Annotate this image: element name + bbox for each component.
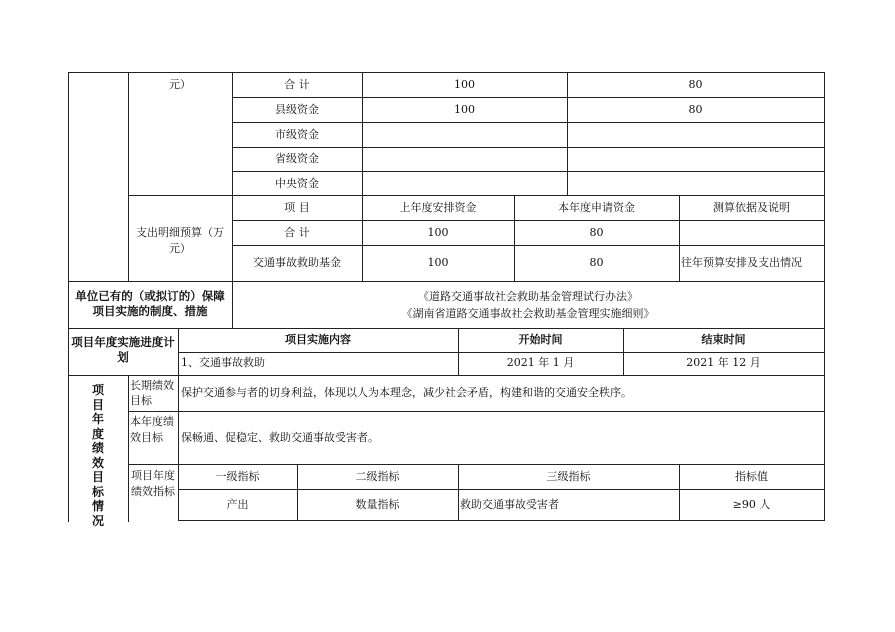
indicator-section-label: 项目年度绩效指标 bbox=[131, 469, 175, 498]
indicator-header-l3: 三级指标 bbox=[546, 470, 591, 483]
performance-section-label: 项目年度绩效目标情况 bbox=[91, 383, 104, 528]
guarantee-label: 单位已有的（或拟订的）保障项目实施的制度、措施 bbox=[75, 289, 225, 318]
schedule-header-start: 开始时间 bbox=[518, 333, 563, 346]
expense-header-curr: 本年度申请资金 bbox=[558, 201, 635, 214]
indicator-row-l1: 产出 bbox=[226, 498, 249, 511]
funding-row-label: 市级资金 bbox=[275, 128, 319, 141]
expense-row-curr: 80 bbox=[589, 226, 604, 239]
funding-row-label: 县级资金 bbox=[275, 103, 319, 116]
long-term-target-text: 保护交通参与者的切身利益，体现以人为本理念，减少社会矛盾，构建和谐的交通安全秩序。 bbox=[181, 386, 632, 399]
annual-target-text: 保畅通、促稳定、救助交通事故受害者。 bbox=[181, 431, 379, 444]
expense-row-prev: 100 bbox=[427, 256, 449, 269]
indicator-header-l2: 二级指标 bbox=[355, 470, 400, 483]
indicator-row-l2: 数量指标 bbox=[355, 498, 400, 511]
expense-row-item: 合 计 bbox=[284, 226, 310, 239]
expense-row-curr: 80 bbox=[589, 256, 604, 269]
indicator-row-l3: 救助交通事故受害者 bbox=[460, 498, 559, 511]
schedule-header-end: 结束时间 bbox=[701, 333, 746, 346]
expense-section-label: 支出明细预算（万元） bbox=[136, 226, 224, 255]
indicator-header-value: 指标值 bbox=[735, 470, 768, 483]
indicator-header-l1: 一级指标 bbox=[215, 470, 260, 483]
schedule-row-start: 2021 年 1 月 bbox=[506, 356, 575, 369]
schedule-row-content: 1、交通事故救助 bbox=[181, 356, 265, 369]
schedule-row-end: 2021 年 12 月 bbox=[686, 356, 761, 369]
funding-row-prev: 100 bbox=[454, 103, 475, 116]
funding-row-curr: 80 bbox=[688, 103, 703, 116]
guarantee-line: 《湖南省道路交通事故社会救助基金管理实施细则》 bbox=[401, 307, 655, 320]
expense-header-item: 项 目 bbox=[284, 201, 310, 214]
top-fragment-text: 元） bbox=[169, 78, 191, 91]
funding-row-label: 中央资金 bbox=[275, 177, 319, 190]
schedule-header-content: 项目实施内容 bbox=[285, 333, 351, 346]
schedule-label: 项目年度实施进度计划 bbox=[71, 335, 175, 364]
funding-row-label: 合 计 bbox=[284, 78, 310, 91]
expense-row-prev: 100 bbox=[427, 226, 449, 239]
expense-row-note: 往年预算安排及支出情况 bbox=[681, 256, 802, 269]
long-term-target-label: 长期绩效目标 bbox=[130, 379, 174, 407]
funding-row-label: 省级资金 bbox=[275, 152, 319, 165]
funding-row-prev: 100 bbox=[454, 78, 475, 91]
expense-row-item: 交通事故救助基金 bbox=[253, 256, 341, 269]
annual-target-label: 本年度绩效目标 bbox=[130, 415, 174, 444]
expense-header-prev: 上年度安排资金 bbox=[399, 201, 477, 214]
funding-row-curr: 80 bbox=[688, 78, 703, 91]
expense-header-note: 测算依据及说明 bbox=[713, 201, 790, 214]
indicator-row-value: ≥90 人 bbox=[732, 498, 771, 511]
guarantee-line: 《道路交通事故社会救助基金管理试行办法》 bbox=[418, 290, 638, 303]
